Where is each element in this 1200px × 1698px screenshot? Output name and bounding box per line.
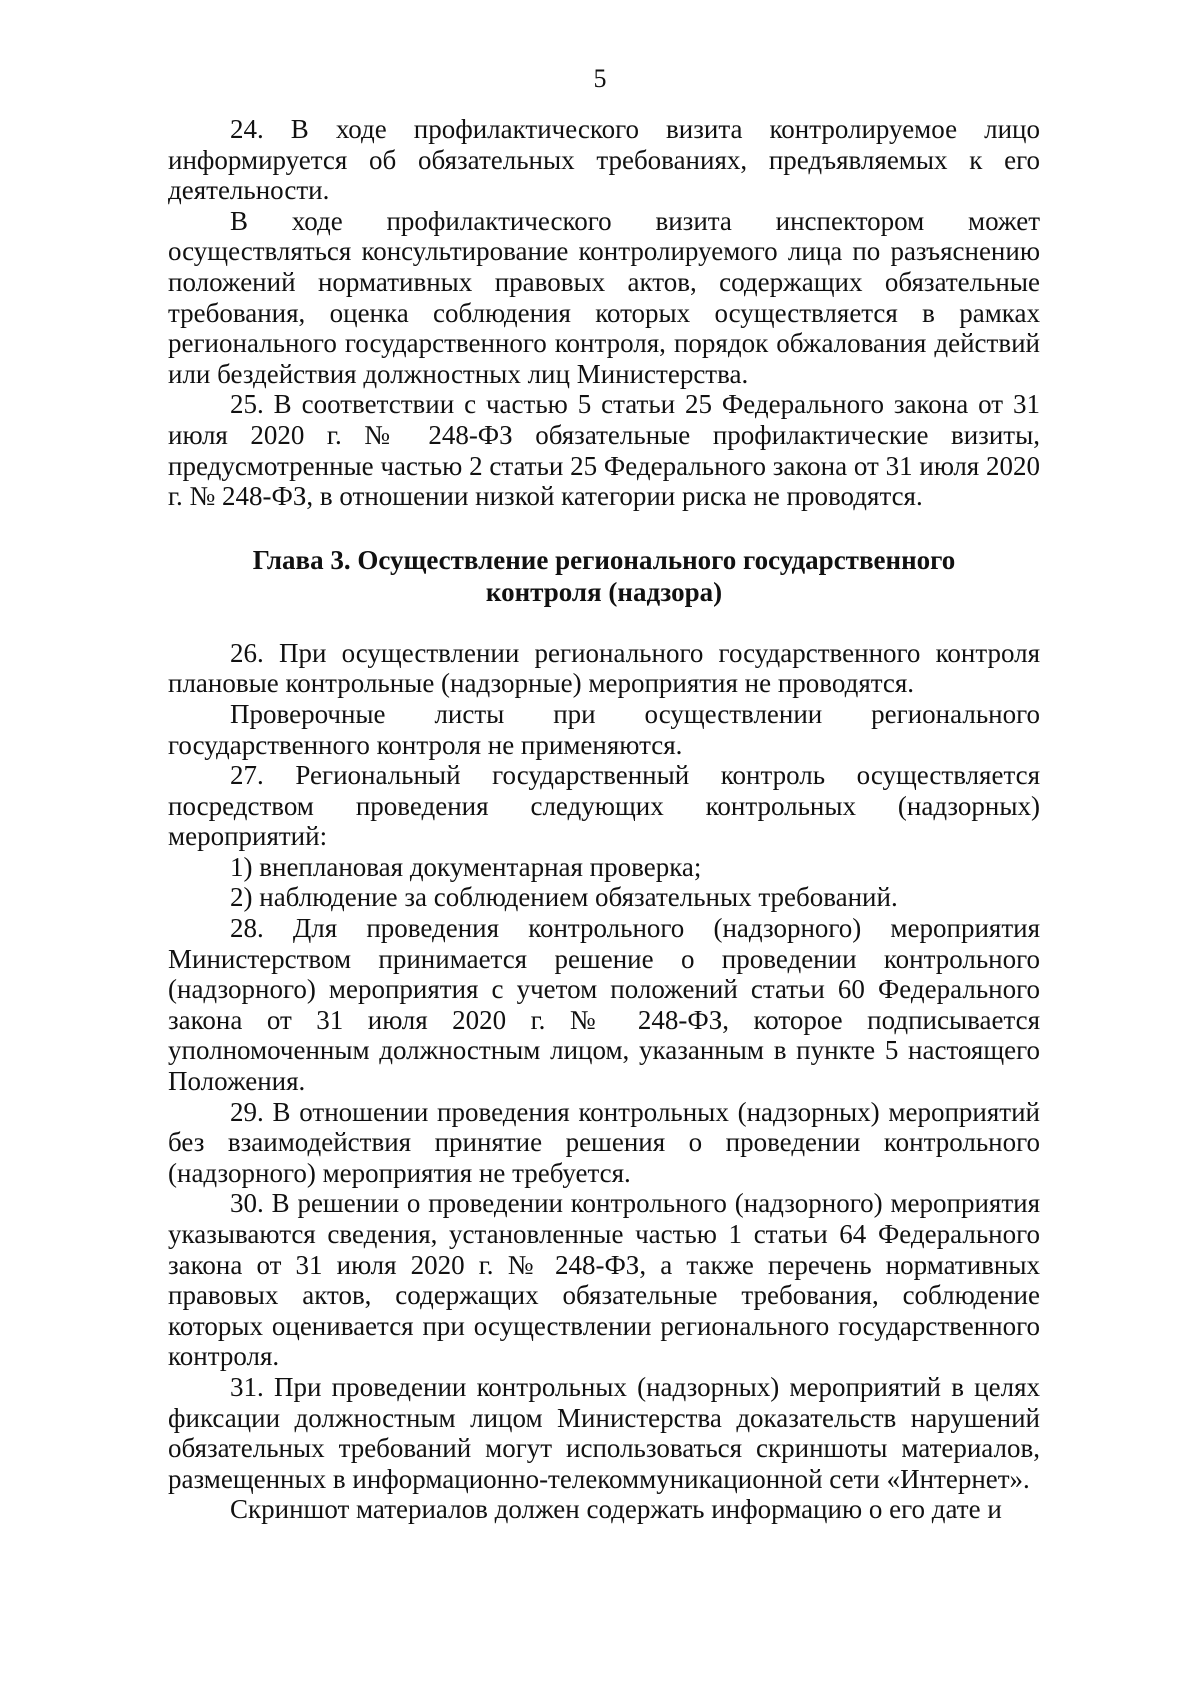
- chapter-heading-line-2: контроля (надзора): [485, 576, 723, 607]
- paragraph-30: 30. В решении о проведении контрольного (надзорного) мероприятия указываются сведения, установленные частью 1 статьи 64 Федерального закона от 31 июля 2020 г. № 248-ФЗ, а также перечень нормативных правовых актов, содержащих обязательные требования, соблюдение которых оценивается при осуществлении регионального государственного контроля.: [168, 1188, 1040, 1372]
- paragraph-25: 25. В соответствии с частью 5 статьи 25 Федерального закона от 31 июля 2020 г. № 248-ФЗ обязательные профилактические визиты, предусмотренные частью 2 статьи 25 Федерального закона от 31 июля 2020 г. № 248-ФЗ, в отношении низкой категории риска не проводятся.: [168, 389, 1040, 512]
- paragraph-24: 24. В ходе профилактического визита контролируемое лицо информируется об обязательных требованиях, предъявляемых к его деятельности.: [168, 114, 1040, 206]
- paragraph-26-continued: Проверочные листы при осуществлении регионального государственного контроля не применяются.: [168, 698, 1040, 760]
- list-item-2: 2) наблюдение за соблюдением обязательных требований.: [230, 882, 898, 913]
- paragraph-28: 28. Для проведения контрольного (надзорного) мероприятия Министерством принимается решение о проведении контрольного (надзорного) мероприятия с учетом положений статьи 60 Федерального закона от 31 июля 2020 г. № 248-ФЗ, которое подписывается уполномоченным должностным лицом, указанным в пункте 5 настоящего Положения.: [168, 913, 1040, 1097]
- paragraph-27: 27. Региональный государственный контроль осуществляется посредством проведения следующих контрольных (надзорных) мероприятий:: [168, 760, 1040, 852]
- document-body: [168, 114, 1040, 1525]
- paragraph-26: 26. При осуществлении регионального государственного контроля плановые контрольные (надзорные) мероприятия не проводятся.: [168, 637, 1040, 699]
- paragraph-29: 29. В отношении проведения контрольных (надзорных) мероприятий без взаимодействия принятие решения о проведении контрольного (надзорного) мероприятия не требуется.: [168, 1096, 1040, 1188]
- page-number: 5: [593, 64, 607, 93]
- chapter-heading: [168, 544, 1040, 608]
- chapter-heading-line-1: Глава 3. Осуществление регионального государственного: [252, 544, 956, 575]
- paragraph-24-continued: В ходе профилактического визита инспектором может осуществляться консультирование контролируемого лица по разъяснению положений нормативных правовых актов, содержащих обязательные требования, оценка соблюдения которых осуществляется в рамках регионального государственного контроля, порядок обжалования действий или бездействия должностных лиц Министерства.: [168, 205, 1040, 389]
- paragraph-31: 31. При проведении контрольных (надзорных) мероприятий в целях фиксации должностным лицом Министерства доказательств нарушений обязательных требований могут использоваться скриншоты материалов, размещенных в информационно-телекоммуникационной сети «Интернет».: [168, 1371, 1040, 1494]
- paragraph-31-continued: Скриншот материалов должен содержать информацию о его дате и: [230, 1494, 1002, 1525]
- list-item-1: 1) внеплановая документарная проверка;: [230, 851, 702, 882]
